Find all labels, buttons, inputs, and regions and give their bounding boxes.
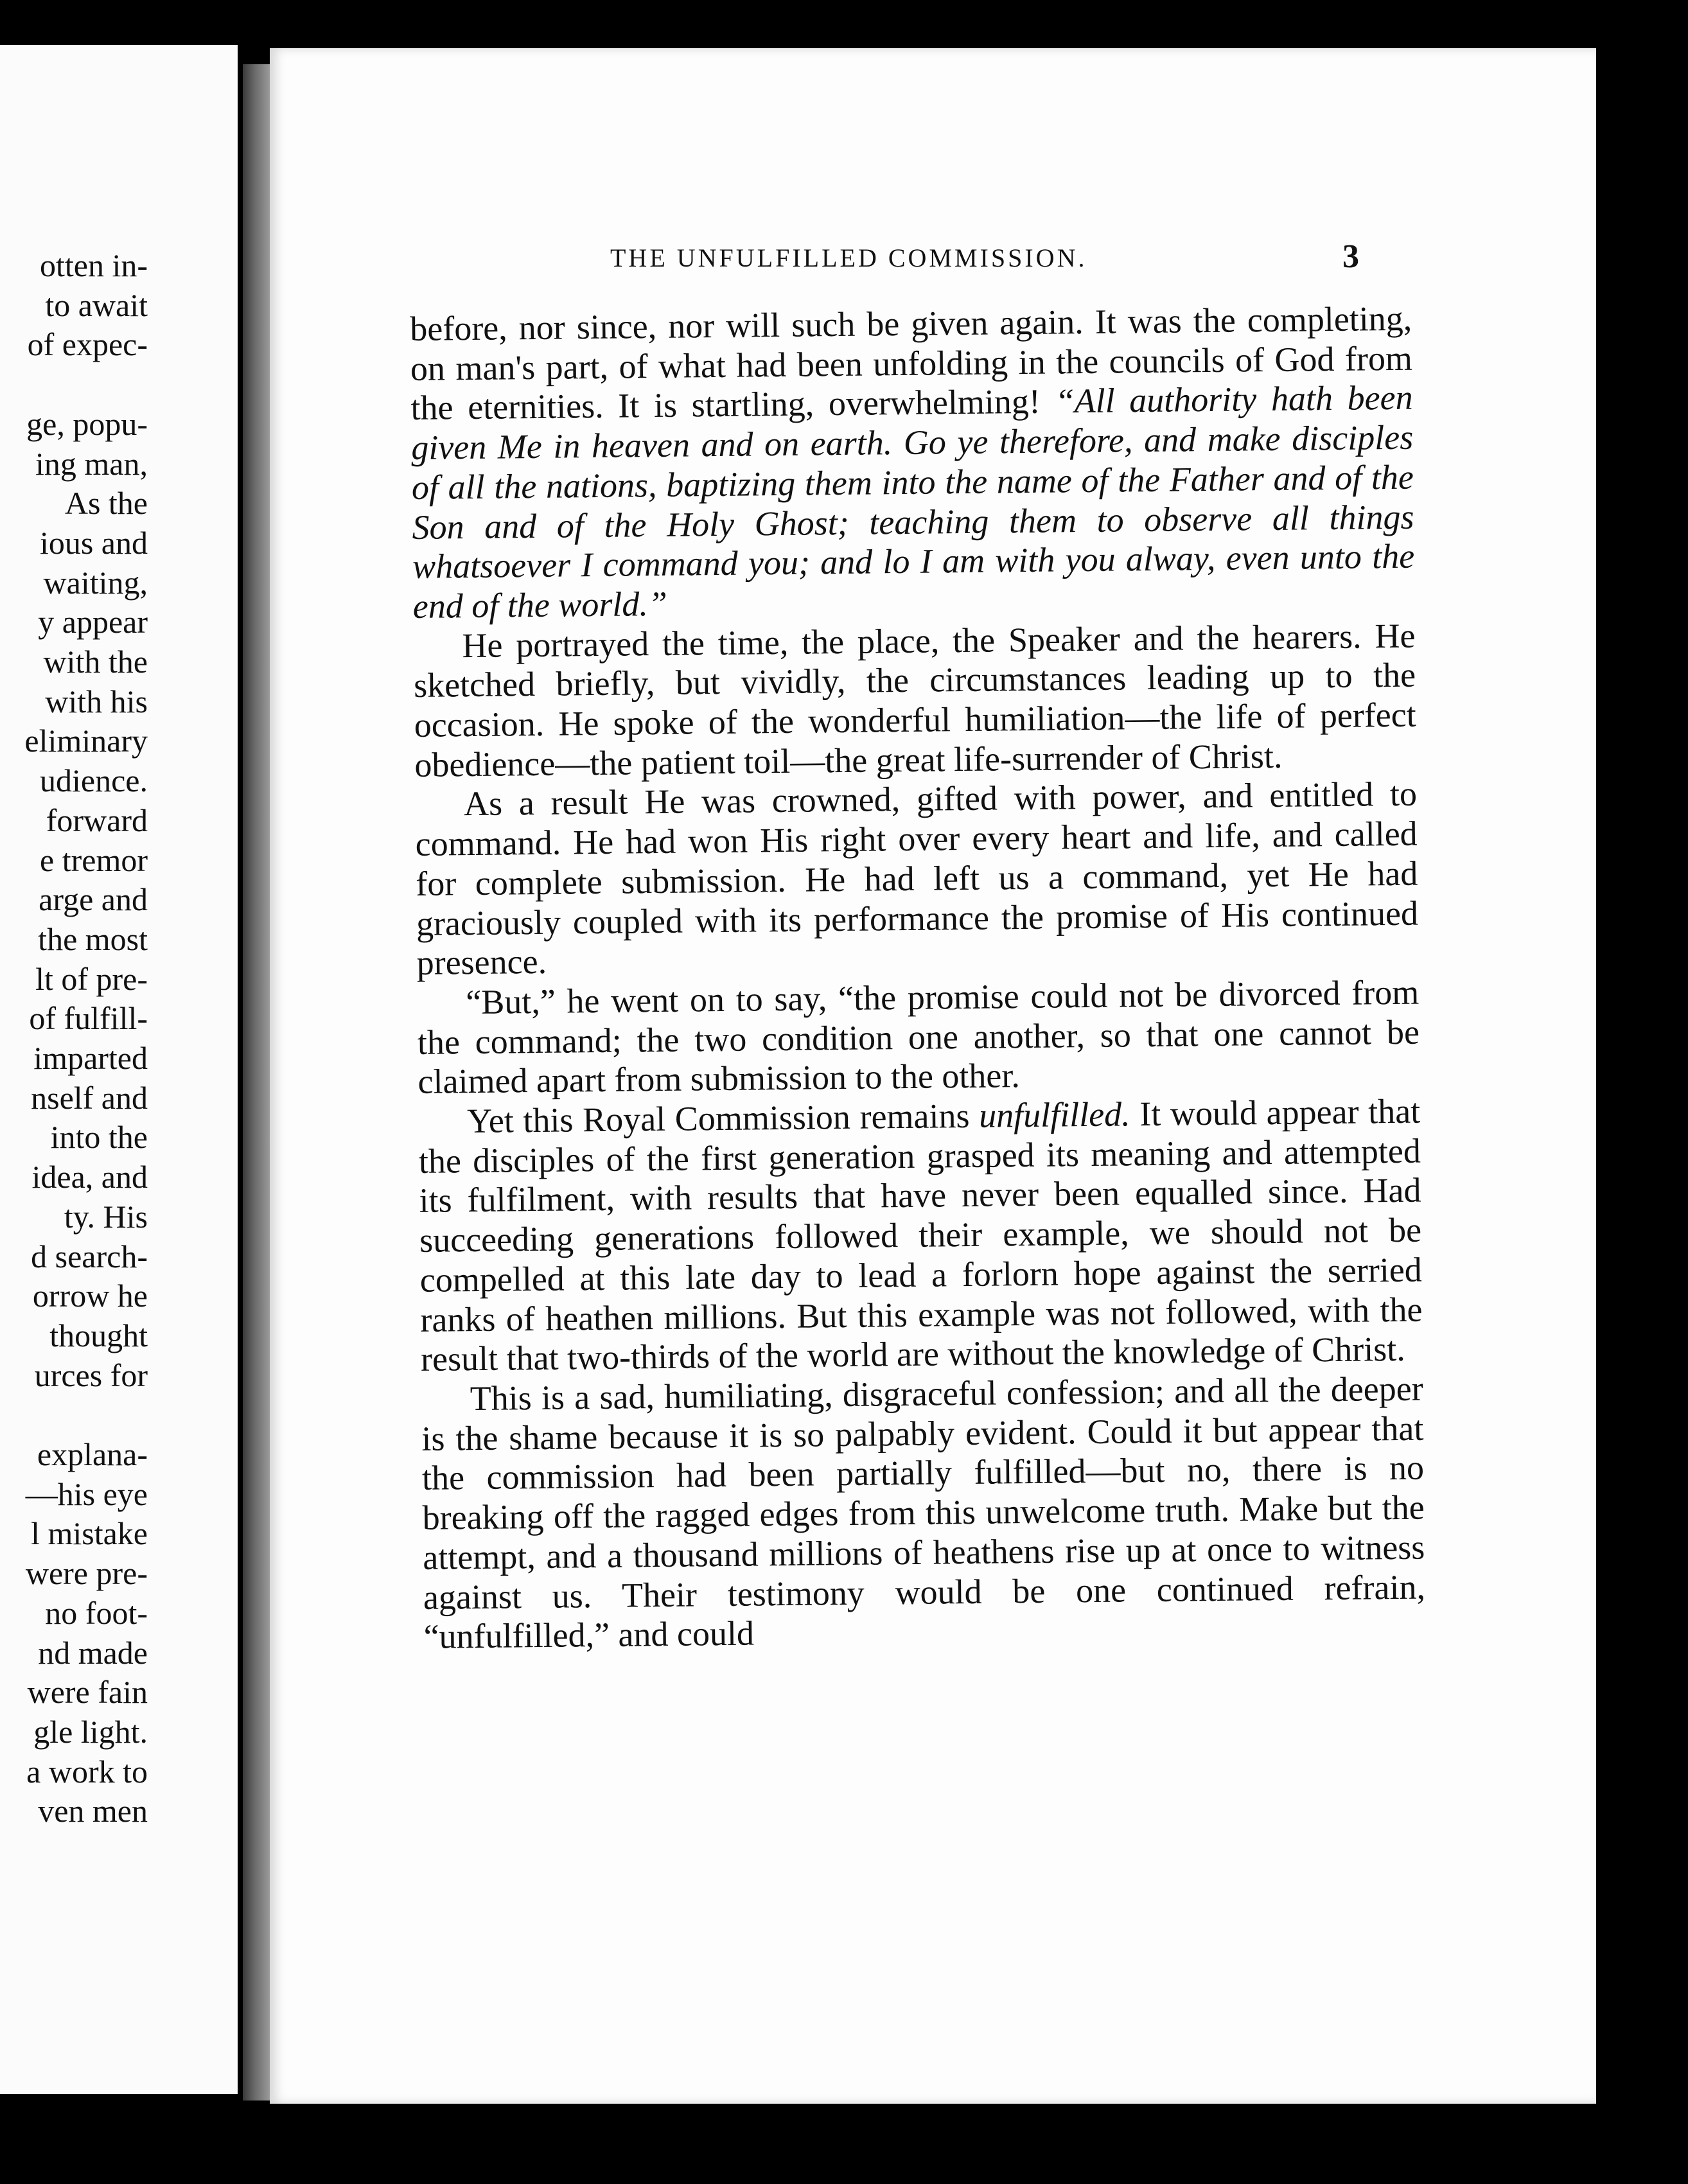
- paragraph-3: As a result He was crowned, gifted with power, and entitled to command. He had won His right over every heart and life, and called for complete submission. He had left us a command, yet He had graciously coupled with its performance the promise of His continued presence.: [415, 775, 1419, 983]
- emphasis-unfulfilled: unfulfilled.: [978, 1095, 1130, 1135]
- facing-page-line: a work to: [26, 1753, 148, 1790]
- facing-page-line: orrow he: [32, 1278, 148, 1314]
- facing-page-line: udience.: [40, 762, 148, 799]
- page-number: 3: [1342, 238, 1359, 275]
- facing-page-line: idea, and: [31, 1159, 148, 1195]
- paragraph-5-rest: It would appear that the disciples of the first generation grasped its meaning and attempted its fulfilment, with results that have never been equalled since. Had succeeding generations followed their example, we should not be compelled at this late day to lead a forlorn hope against the serried ranks of heathen millions. But this example was not followed, with the result that two-thirds of the world are without the knowledge of Christ.: [418, 1091, 1423, 1379]
- facing-page-line: e tremor: [40, 841, 148, 878]
- facing-page-line: with his: [45, 683, 148, 719]
- facing-page-line: nself and: [31, 1079, 148, 1116]
- paragraph-1-lead: before, nor since, nor will such be given again. It was the completing, on man's part, of what had been unfolding in the councils of God from the eternities. It is startling, overwhelming!: [410, 299, 1413, 428]
- facing-page-line: arge and: [39, 881, 148, 918]
- facing-page-line: of expec-: [27, 326, 148, 363]
- facing-page-line: gle light.: [33, 1713, 148, 1750]
- facing-page-line: lt of pre-: [35, 960, 148, 997]
- facing-page-line: were fain: [27, 1674, 148, 1711]
- facing-page-line: ty. His: [64, 1198, 148, 1235]
- paragraph-5: [418, 1092, 1423, 1380]
- facing-page-line: ing man,: [35, 445, 148, 482]
- paragraph-5-lead: Yet this Royal Commission remains: [466, 1096, 980, 1141]
- body-text: [410, 299, 1426, 1657]
- facing-page-line: to await: [45, 286, 148, 323]
- facing-page-line: l mistake: [31, 1515, 148, 1552]
- facing-page-line: thought: [49, 1317, 148, 1353]
- facing-page-line: the most: [38, 920, 148, 957]
- facing-page-line: imparted: [33, 1040, 148, 1076]
- paragraph-2: He portrayed the time, the place, the Speaker and the hearers. He sketched briefly, but vividly, the circumstances leading up to the occasion. He spoke of the wonderful humiliation—the life of perfect obedience—the patient toil—the great life-surrender of Christ.: [413, 616, 1417, 784]
- facing-page-line: ge, popu-: [26, 405, 148, 442]
- facing-page-line: of fulfill-: [29, 1000, 148, 1037]
- facing-page-line: ious and: [39, 524, 148, 561]
- facing-page-line: eliminary: [24, 723, 148, 759]
- facing-page-line: urces for: [34, 1357, 148, 1393]
- paragraph-4: “But,” he went on to say, “the promise could not be divorced from the command; the two condition one another, so that one cannot be claimed apart from submission to the other.: [417, 973, 1420, 1102]
- facing-page-line: y appear: [38, 604, 148, 640]
- facing-page-line: —his eye: [25, 1475, 148, 1512]
- facing-page-line: waiting,: [43, 564, 148, 601]
- facing-page-line: ven men: [38, 1793, 148, 1829]
- facing-page-line: explana-: [37, 1436, 148, 1472]
- facing-page-line: forward: [46, 802, 148, 838]
- scripture-quote: “All authority hath been given Me in heaven and on earth. Go ye therefore, and make disciples of all the nations, baptizing them into the name of the Father and of the Son and of the Holy Ghost; teaching them to observe all things whatsoever I command you; and lo I am with you alway, even unto the end of the world.”: [410, 378, 1415, 626]
- facing-page-line: nd made: [38, 1634, 148, 1671]
- paragraph-6: This is a sad, humiliating, disgraceful confession; and all the deeper is the shame because it is so palpably evident. Could it but appear that the commission had been partially fulfilled—but no, there is no breaking off the ragged edges from this unwelcome truth. Make but the attempt, and a thousand millions of heathens rise up at once to witness against us. Their testimony would be one continued refrain, “unfulfilled,” and could: [421, 1369, 1426, 1657]
- facing-page-line: As the: [64, 485, 148, 522]
- running-head: THE UNFULFILLED COMMISSION.: [610, 243, 1087, 272]
- facing-page-line: d search-: [31, 1238, 148, 1274]
- paragraph-1: [410, 299, 1415, 627]
- facing-page-line: otten in-: [39, 247, 148, 283]
- facing-page: [0, 45, 238, 2094]
- facing-page-line: into the: [50, 1119, 148, 1156]
- facing-page-line: were pre-: [25, 1555, 148, 1592]
- facing-page-line: no foot-: [45, 1594, 148, 1631]
- facing-page-line: with the: [43, 644, 148, 680]
